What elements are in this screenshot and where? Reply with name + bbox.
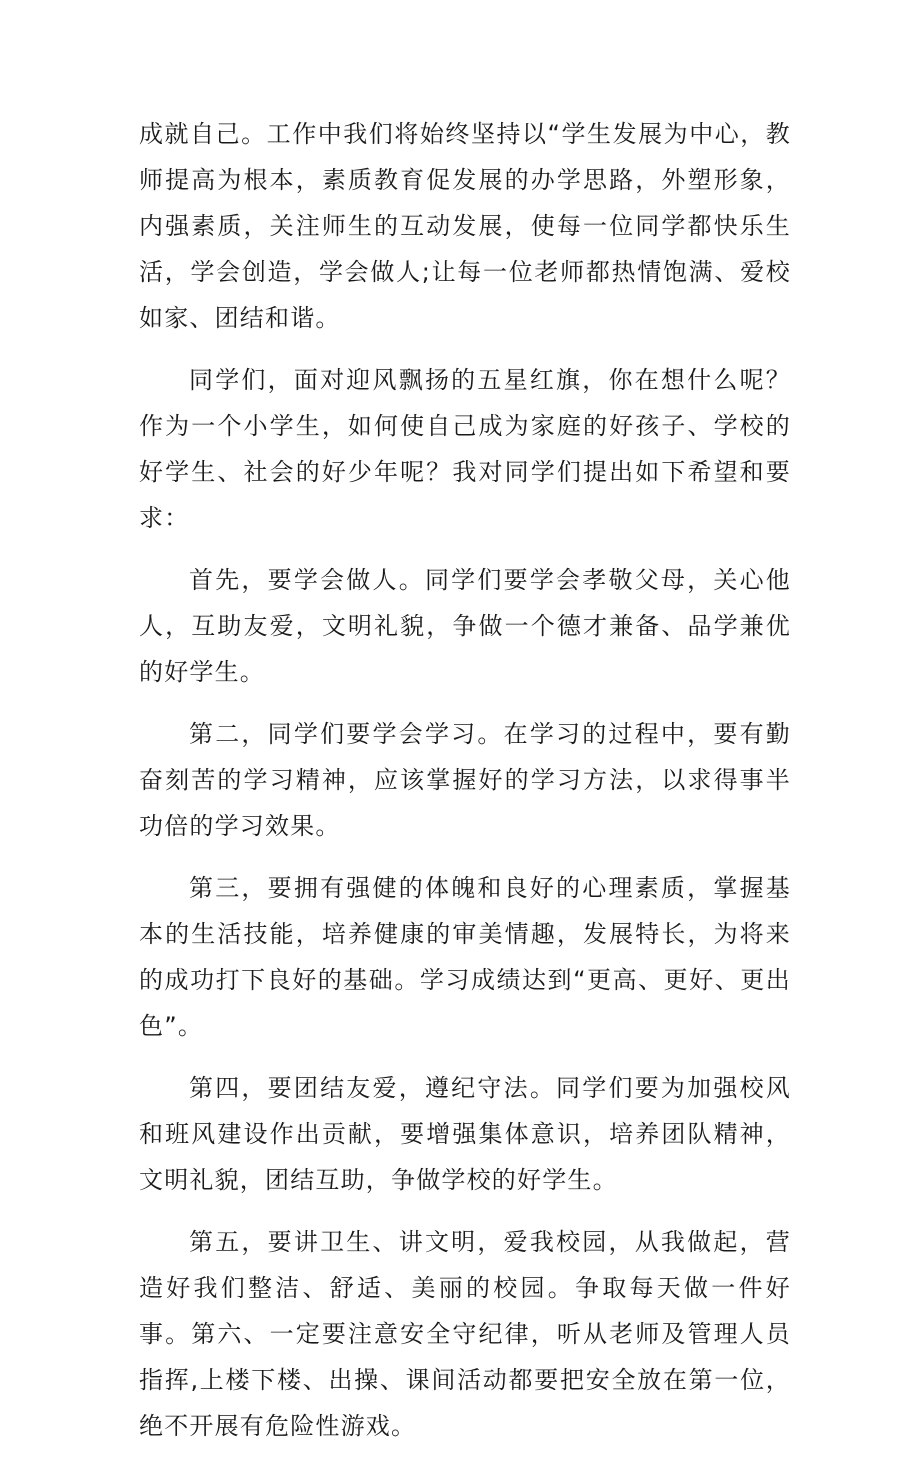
document-body: [139, 111, 791, 1465]
paragraph-1: 成就自己。工作中我们将始终坚持以“学生发展为中心，教师提高为根本，素质教育促发展的办学思路，外塑形象，内强素质，关注师生的互动发展，使每一位同学都快乐生活，学会创造，学会做人;让每一位老师都热情饱满、爱校如家、团结和谐。: [139, 120, 791, 332]
paragraph-5: 第三，要拥有强健的体魄和良好的心理素质，掌握基本的生活技能，培养健康的审美情趣，发展特长，为将来的成功打下良好的基础。学习成绩达到“更高、更好、更出色”。: [139, 874, 791, 1040]
paragraph-4: 第二，同学们要学会学习。在学习的过程中，要有勤奋刻苦的学习精神，应该掌握好的学习方法，以求得事半功倍的学习效果。: [139, 720, 791, 840]
paragraph-3: 首先，要学会做人。同学们要学会孝敬父母，关心他人，互助友爱，文明礼貌，争做一个德才兼备、品学兼优的好学生。: [139, 566, 791, 686]
paragraph-7: 第五，要讲卫生、讲文明，爱我校园，从我做起，营造好我们整洁、舒适、美丽的校园。争取每天做一件好事。第六、一定要注意安全守纪律，听从老师及管理人员指挥,上楼下楼、出操、课间活动都要把安全放在第一位，绝不开展有危险性游戏。: [139, 1228, 791, 1440]
paragraph-2: 同学们，面对迎风飘扬的五星红旗，你在想什么呢？作为一个小学生，如何使自己成为家庭的好孩子、学校的好学生、社会的好少年呢？我对同学们提出如下希望和要求：: [139, 366, 791, 532]
paragraph-6: 第四，要团结友爱，遵纪守法。同学们要为加强校风和班风建设作出贡献，要增强集体意识，培养团队精神，文明礼貌，团结互助，争做学校的好学生。: [139, 1074, 791, 1194]
